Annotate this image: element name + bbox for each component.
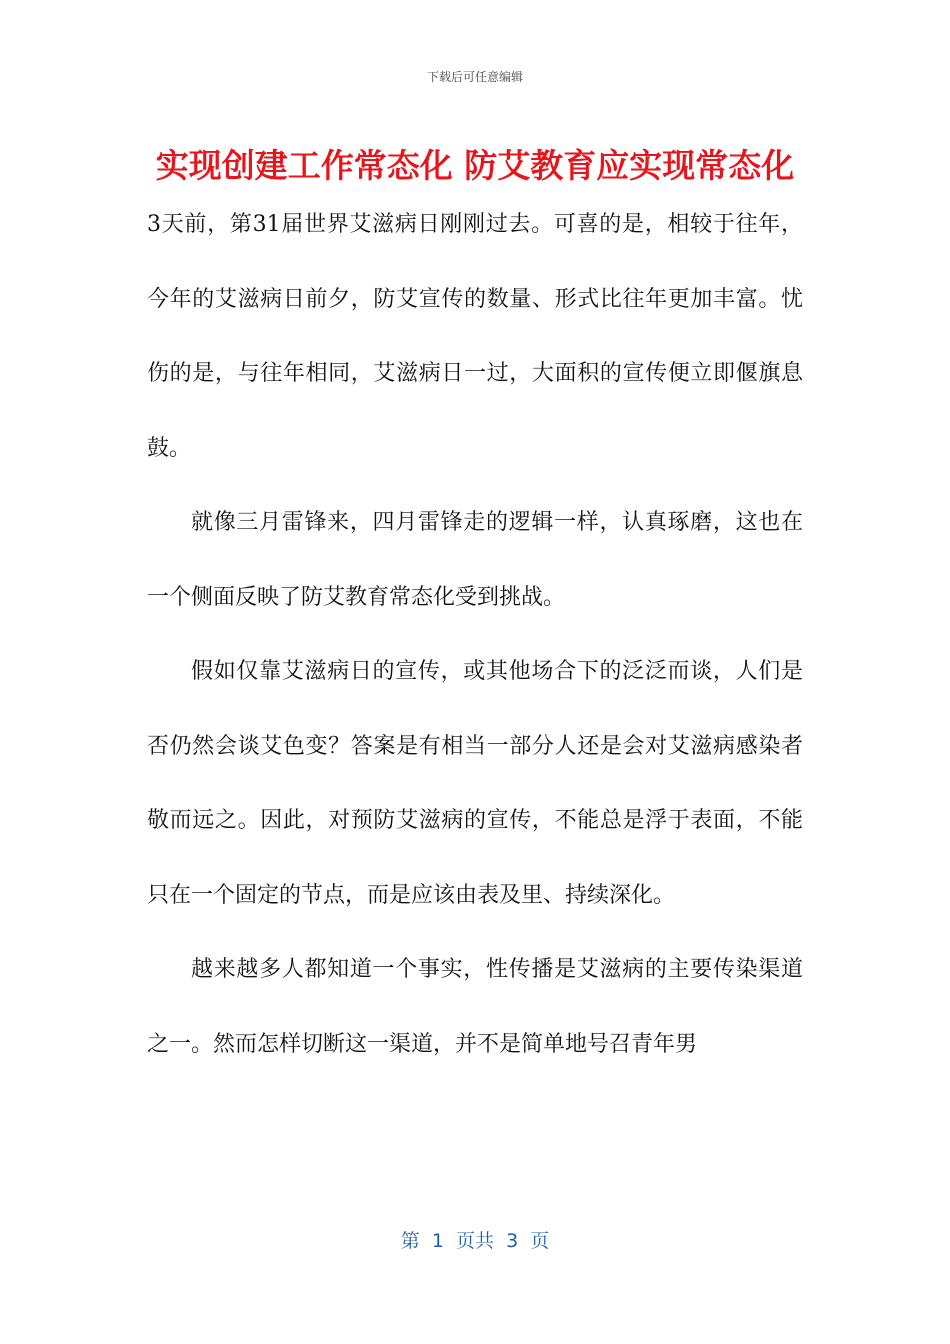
paragraph-3: 假如仅靠艾滋病日的宣传，或其他场合下的泛泛而谈，人们是否仍然会谈艾色变？答案是有相当一部分人还是会对艾滋病感染者敬而远之。因此，对预防艾滋病的宣传，不能总是浮于表面，不能只在一个固定的节点，而是应该由表及里、持续深化。: [147, 659, 803, 908]
header-note: 下载后可任意编辑: [426, 70, 523, 84]
document-title: 实现创建工作常态化 防艾教育应实现常态化: [155, 146, 795, 185]
document-body: [147, 188, 803, 1082]
paragraph-1: 3天前，第31届世界艾滋病日刚刚过去。可喜的是，相较于往年，今年的艾滋病日前夕，防艾宣传的数量、形式比往年更加丰富。忧伤的是，与往年相同，艾滋病日一过，大面积的宣传便立即偃旗息鼓。: [147, 212, 803, 461]
page-number-footer: 第 1 页共 3 页: [400, 1230, 550, 1252]
paragraph-2: 就像三月雷锋来，四月雷锋走的逻辑一样，认真琢磨，这也在一个侧面反映了防艾教育常态化受到挑战。: [147, 510, 803, 610]
paragraph-4: 越来越多人都知道一个事实，性传播是艾滋病的主要传染渠道之一。然而怎样切断这一渠道，并不是简单地号召青年男: [147, 957, 803, 1057]
